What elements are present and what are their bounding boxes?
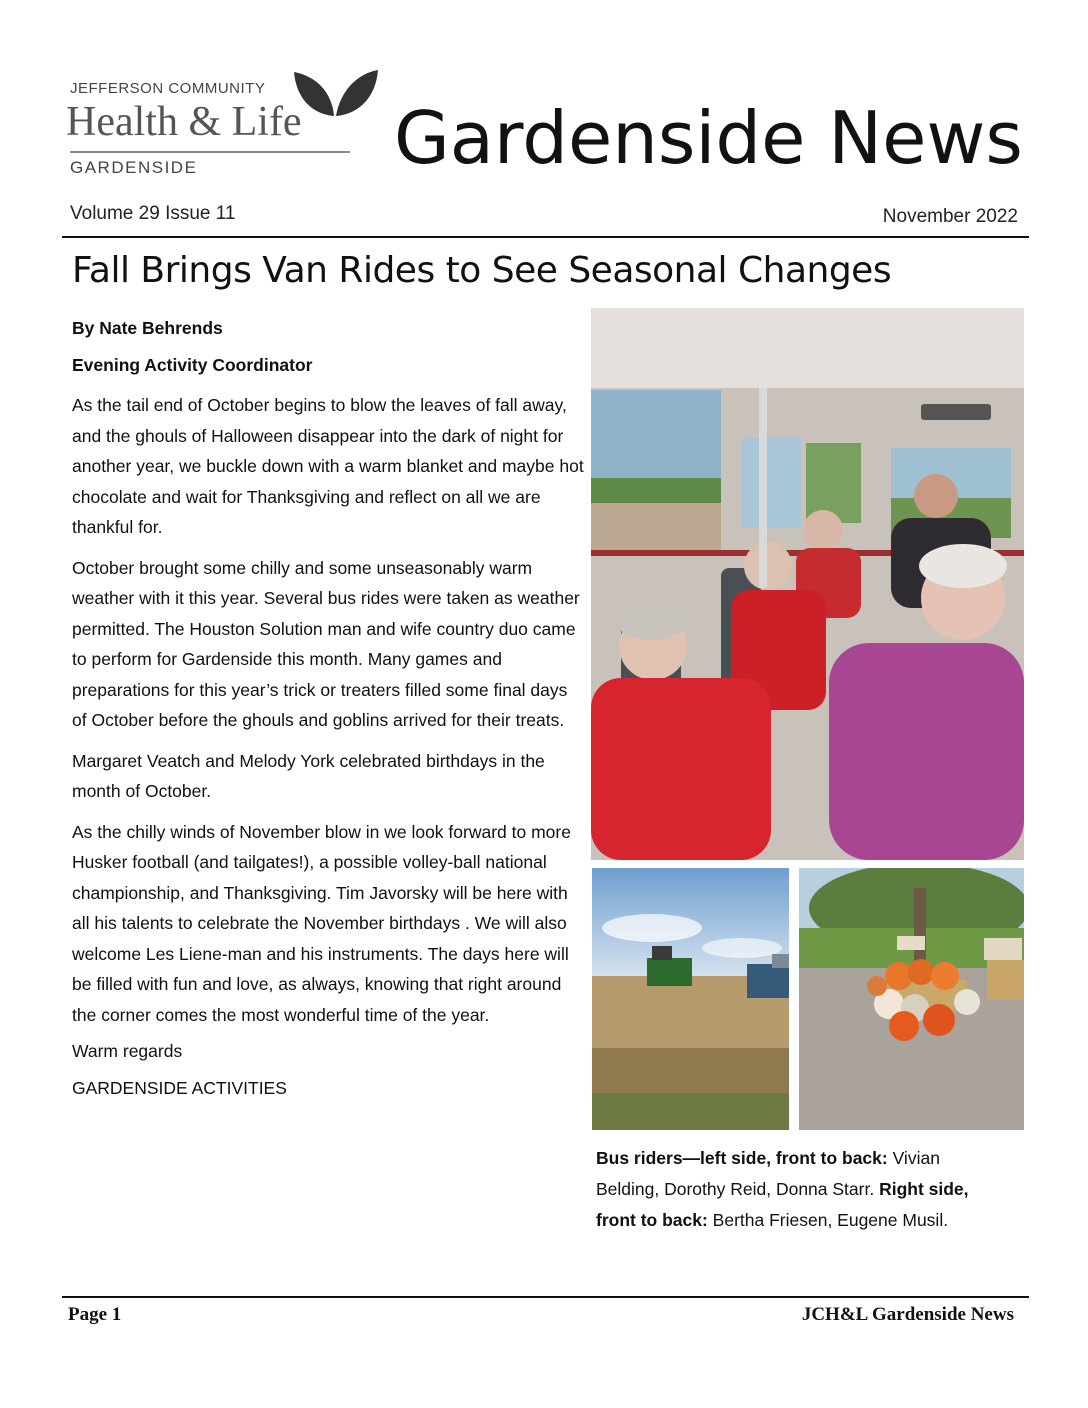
article-paragraph: Margaret Veatch and Melody York celebrated birthdays in the month of October.	[72, 750, 545, 801]
article-paragraph: October brought some chilly and some unseasonably warm weather with it this year. Several bus rides were taken as weather permitted. The Houston Solution man and wife country duo came to perform for Gardenside this month. Many games and preparations for this year’s trick or treaters filled some final days of October before the ghouls and goblins arrived for their treats.	[72, 557, 580, 730]
issue-date: November 2022	[882, 206, 1018, 227]
caption-names-left: Vivian Belding, Dorothy Reid, Donna Starr.	[596, 1148, 940, 1199]
article-body	[72, 313, 584, 1109]
logo-main: Health & Life	[66, 99, 302, 145]
article-paragraph: As the tail end of October begins to blow the leaves of fall away, and the ghouls of Halloween disappear into the dark of night for another year, we buckle down with a warm blanket and maybe hot chocolate and wait for Thanksgiving and reflect on all we are thankful for.	[72, 395, 584, 537]
caption-names-right: Bertha Friesen, Eugene Musil.	[707, 1210, 949, 1230]
logo-divider	[70, 151, 350, 153]
logo-sub: GARDENSIDE	[70, 158, 198, 177]
harvest-field-photo	[592, 868, 789, 1130]
closing-line: Warm regards	[72, 1041, 183, 1061]
signature: GARDENSIDE ACTIVITIES	[72, 1077, 287, 1098]
article-headline: Fall Brings Van Rides to See Seasonal Changes	[72, 250, 892, 291]
logo-org: JEFFERSON COMMUNITY	[70, 80, 266, 97]
caption-label-right: Right side, front to back:	[596, 1179, 969, 1230]
header-divider	[62, 236, 1029, 238]
photo-caption	[596, 1143, 996, 1236]
caption-label-left: Bus riders—left side, front to back:	[596, 1148, 888, 1168]
footer-title: JCH&L Gardenside News	[801, 1304, 1014, 1325]
footer-divider	[62, 1296, 1029, 1298]
page-number: Page 1	[68, 1304, 122, 1325]
issue-number: Volume 29 Issue 11	[70, 203, 236, 224]
leaf-logo-icon	[290, 66, 380, 118]
byline-author: By Nate Behrends	[72, 318, 223, 338]
article-paragraph: As the chilly winds of November blow in we look forward to more Husker football (and tailgates!), a possible volley-ball national championship, and Thanksgiving. Tim Javorsky will be here with all his talents to celebrate the November birthdays . We will also welcome Les Liene-man and his instruments. The days here will be filled with fun and love, as always, knowing that right around the corner comes the most wonderful time of the year.	[72, 821, 571, 1025]
masthead-title: Gardenside News	[394, 96, 1023, 180]
pumpkin-display-photo	[799, 868, 1024, 1130]
byline-role: Evening Activity Coordinator	[72, 354, 313, 375]
bus-riders-photo	[591, 308, 1024, 860]
